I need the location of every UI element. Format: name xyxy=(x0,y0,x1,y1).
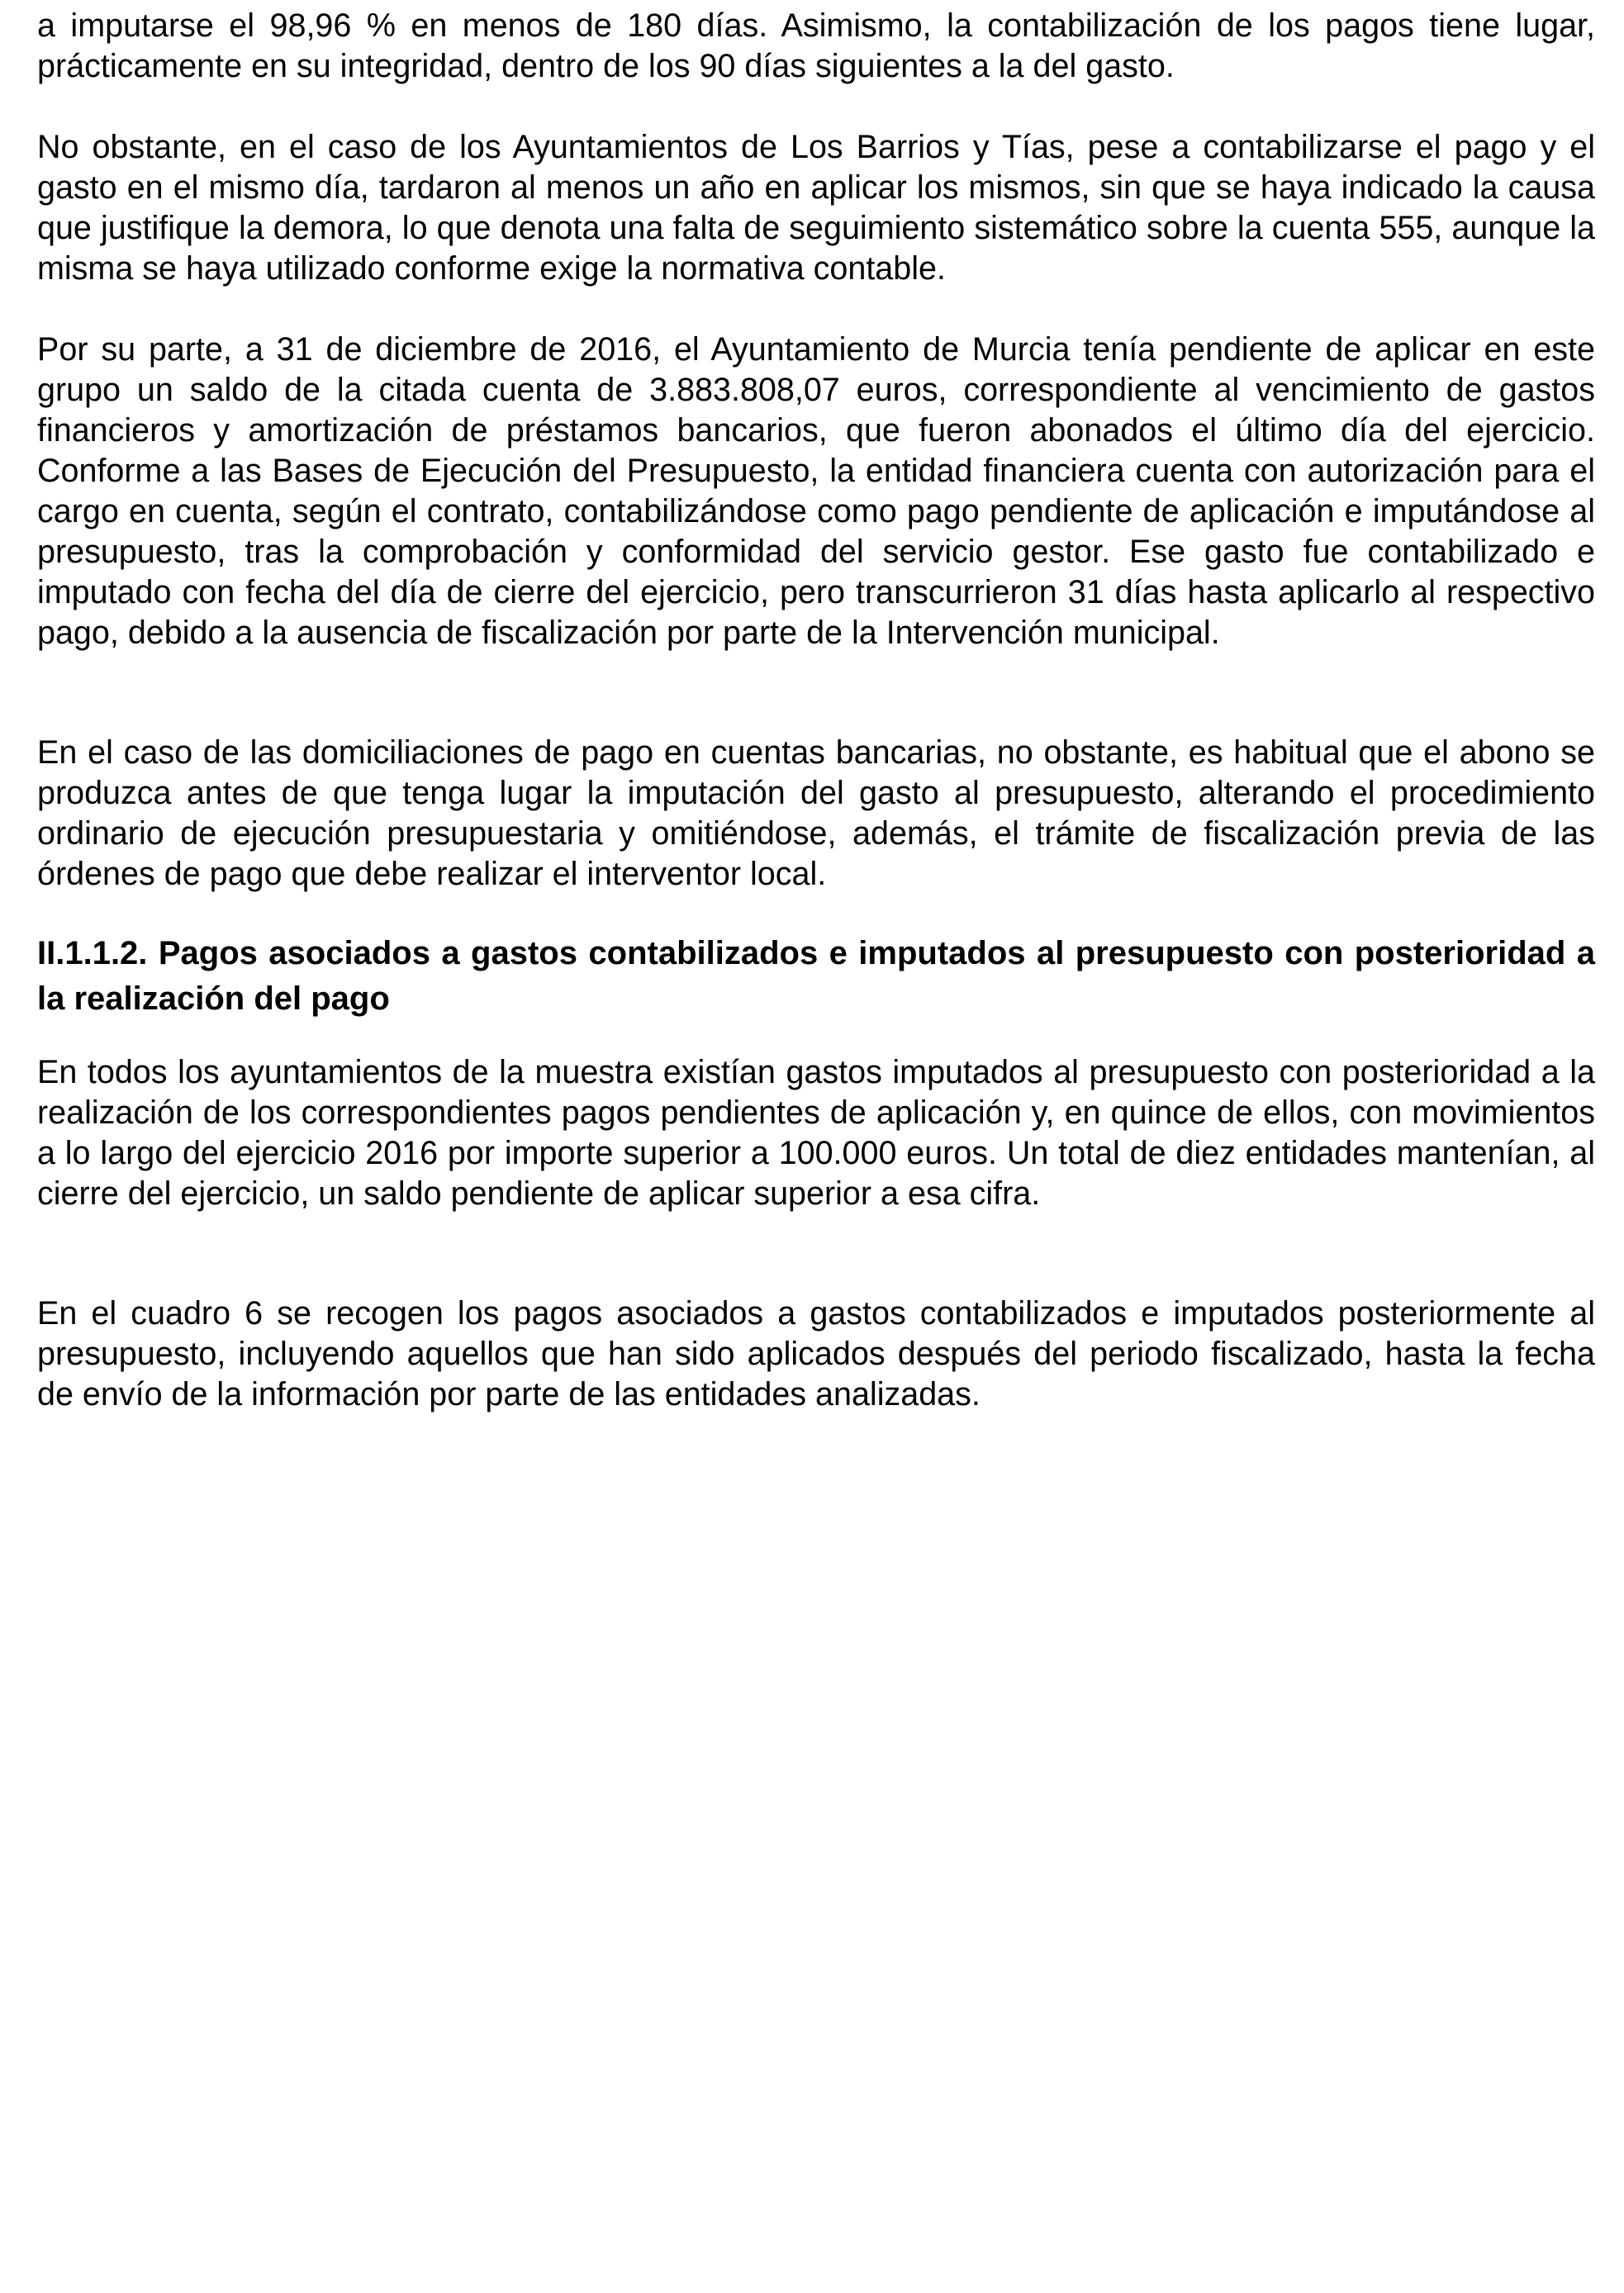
paragraph-cuadro-6: En el cuadro 6 se recogen los pagos asociados a gastos contabilizados e imputados posteriormente al presupuesto, incluyendo aquellos que han sido aplicados después del periodo fiscalizado, hasta la fecha de envío de la información por parte de las entidades analizadas. xyxy=(37,1295,1595,1412)
paragraph-imputacion-plazos: a imputarse el 98,96 % en menos de 180 días. Asimismo, la contabilización de los pagos tiene lugar, prácticamente en su integridad, dentro de los 90 días siguientes a la del gasto. xyxy=(37,7,1595,84)
section-heading: II.1.1.2. Pagos asociados a gastos contabilizados e imputados al presupuesto con posterioridad a la realización del pago xyxy=(37,935,1595,1017)
paragraph-ayuntamiento-murcia: Por su parte, a 31 de diciembre de 2016, el Ayuntamiento de Murcia tenía pendiente de aplicar en este grupo un saldo de la citada cuenta de 3.883.808,07 euros, correspondiente al vencimiento de gastos financieros y amortización de préstamos bancarios, que fueron abonados el último día del ejercicio. Conforme a las Bases de Ejecución del Presupuesto, la entidad financiera cuenta con autorización para el cargo en cuenta, según el contrato, contabilizándose como pago pendiente de aplicación e imputándose al presupuesto, tras la comprobación y conformidad del servicio gestor. Ese gasto fue contabilizado e imputado con fecha del día de cierre del ejercicio, pero transcurrieron 31 días hasta aplicarlo al respectivo pago, debido a la ausencia de fiscalización por parte de la Intervención municipal. xyxy=(37,331,1595,651)
paragraph-domiciliaciones: En el caso de las domiciliaciones de pago en cuentas bancarias, no obstante, es habitual que el abono se produzca antes de que tenga lugar la imputación del gasto al presupuesto, alterando el procedimiento ordinario de ejecución presupuestaria y omitiéndose, además, el trámite de fiscalización previa de las órdenes de pago que debe realizar el interventor local. xyxy=(37,734,1595,892)
paragraph-ayuntamientos-muestra: En todos los ayuntamientos de la muestra existían gastos imputados al presupuesto con posterioridad a la realización de los correspondientes pagos pendientes de aplicación y, en quince de ellos, con movimientos a lo largo del ejercicio 2016 por importe superior a 100.000 euros. Un total de diez entidades mantenían, al cierre del ejercicio, un saldo pendiente de aplicar superior a esa cifra. xyxy=(37,1054,1595,1212)
paragraph-los-barrios-tias: No obstante, en el caso de los Ayuntamientos de Los Barrios y Tías, pese a contabilizarse el pago y el gasto en el mismo día, tardaron al menos un año en aplicar los mismos, sin que se haya indicado la causa que justifique la demora, lo que denota una falta de seguimiento sistemático sobre la cuenta 555, aunque la misma se haya utilizado conforme exige la normativa contable. xyxy=(37,129,1595,287)
